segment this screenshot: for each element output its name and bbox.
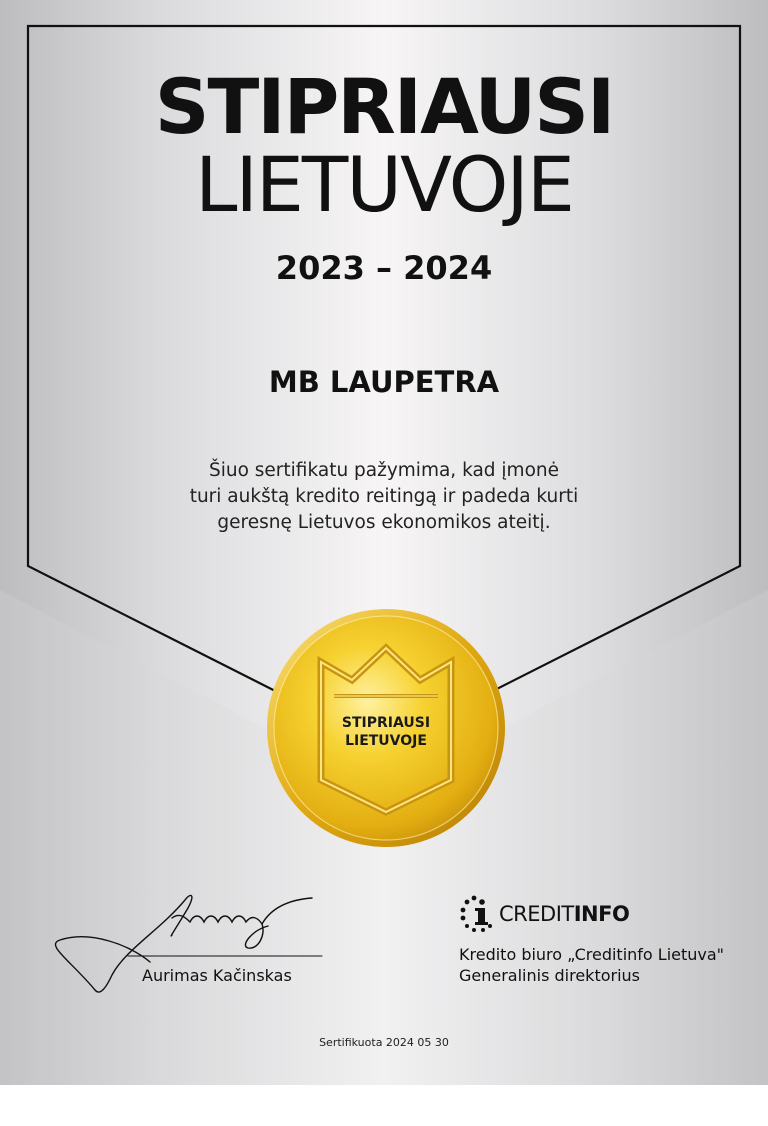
issuer-line1: Kredito biuro „Creditinfo Lietuva" [459, 945, 725, 964]
certificate-description [0, 458, 768, 536]
creditinfo-logo [459, 897, 629, 931]
certified-date: Sertifikuota 2024 05 30 [319, 1036, 449, 1049]
logo-text-light: CREDIT [499, 902, 574, 926]
description-line: turi aukštą kredito reitingą ir padeda kurti [189, 486, 579, 507]
certificate-title-line1: STIPRIAUSI [154, 62, 614, 151]
creditinfo-logo-text [499, 902, 629, 926]
description-line: geresnę Lietuvos ekonomikos ateitį. [217, 512, 551, 533]
description-line: Šiuo sertifikatu pažymima, kad įmonė [208, 460, 560, 481]
seal-label [311, 714, 461, 750]
certificate-years: 2023 – 2024 [275, 249, 493, 287]
seal-label-line1: STIPRIAUSI [341, 715, 431, 731]
logo-text-bold: INFO [573, 902, 630, 926]
issuer-line2: Generalinis direktorius [459, 966, 641, 985]
company-name: MB LAUPETRA [268, 365, 500, 399]
seal-label-line2: LIETUVOJE [345, 733, 427, 749]
certificate-title-line2: LIETUVOJE [195, 140, 573, 229]
signatory-name: Aurimas Kačinskas [142, 966, 292, 985]
